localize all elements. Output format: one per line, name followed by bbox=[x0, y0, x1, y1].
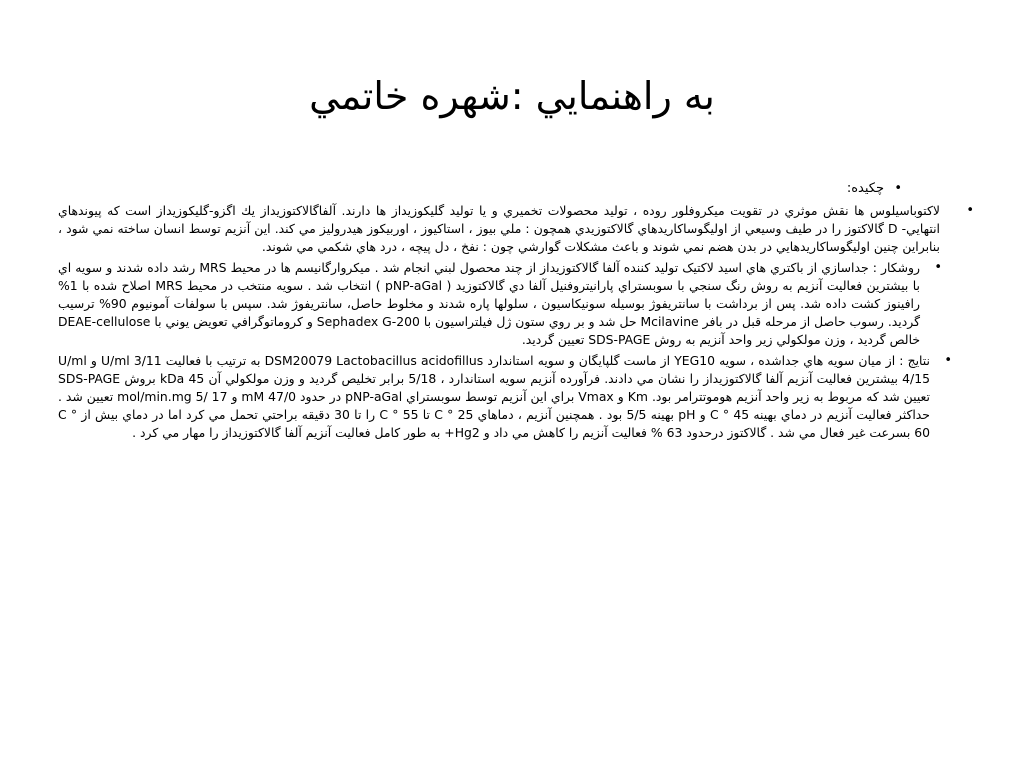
slide-title: به راهنمايي :شهره خاتمي bbox=[309, 74, 715, 118]
abstract-heading bbox=[58, 180, 940, 198]
paragraph-methods bbox=[58, 259, 940, 349]
paragraph-text: روشكار : جداسازي از باكتري هاي اسيد لاكتيک توليد كننده آلفا گالاكتوزيداز از چند محصول لبني انجام شد . ميكروارگانيسم ها در محيط MRS رشد داده شدند و سويه اي با بيشترين فعاليت آنزيم به روش رنگ سنجي با سوبستراي پارانيتروفنيل آلفا دي گالاكتوزيد ( pNP-aGal ) انتخاب شد . سويه منتخب در محيط MRS اصلاح شده با 1% رافينوز كشت داده شد. پس از برداشت با سانتريفوژ بوسيله سونيكاسيون ، سلولها پاره شدند و مخلوط حاصل، سانتريفوژ شد. سپس با سولفات آمونيوم 90% ترسيب گرديد. رسوب حاصل از مرحله قبل در بافر Mcilavine حل شد و بر روي ستون ژل فيلتراسيون با Sephadex G-200 و كروماتوگرافي تعويض يوني با DEAE-cellulose خالص گرديد ، وزن مولكولي زير واحد آنزيم به روش SDS-PAGE تعيين گرديد. bbox=[58, 260, 920, 347]
paragraph-text: لاكتوباسيلوس ها نقش موثري در تقويت ميكروفلور روده ، توليد محصولات تخميري و يا توليد گليكوزيداز ها دارند. آلفاگالاكتوزيداز يك اگزو-گليكوزيداز است كه پيوندهاي انتهايي- D گالاكتوز را در طيف وسيعي از اوليگوساكاريدهاي گالاكتوزيدي همچون : ملي بيوز ، استاكيوز ، اوربيكوز هيدروليز مي كند. اين آنزيم توسط انسان ساخته نمي شود ، بنابراين چنين اوليگوساكاريدهايي در بدن هضم نمي شوند و باعث مشكلات گوارشي چون : نفخ ، دل پيچه ، درد هاي شكمي مي شوند. bbox=[58, 203, 940, 254]
bullet-icon: • bbox=[966, 203, 974, 218]
bullet-icon: • bbox=[934, 260, 942, 275]
bullet-icon: • bbox=[944, 353, 952, 368]
slide-body bbox=[58, 180, 974, 445]
paragraph-text: نتايج : از ميان سويه هاي جداشده ، سويه YEG10 از ماست گلپايگان و سويه استاندارد DSM20079 Lactobacillus acidofillus به ترتيب با فعاليت U/ml 3/11 و U/ml 4/15 بيشترين فعاليت آنزيم آلفا گالاكتوزيداز را نشان مي دادند. فرآورده آنزيم سويه استاندارد ، 5/18 برابر تخليص گرديد و وزن مولكولي آن kDa 45 بروش SDS-PAGE تعيين شد كه مربوط به زير واحد آنزيم هوموتترامر بود. Km و Vmax براي اين آنزيم توسط سوبستراي pNP-aGal در حدود mM 47/0 و mol/min.mg 5/ 17 تعيين شد . حداكثر فعاليت آنزيم در دماي بهينه C ° 45 و pH بهينه 5/5 بود . همچنين آنزيم ، دماهاي C ° 25 تا C ° 55 را تا 30 دقيقه براحتي تحمل مي كرد اما در دماي بيش از C ° 60 بسرعت غير فعال مي شد . گالاكتوز درحدود 63 % فعاليت آنزيم را كاهش مي داد و Hg2+ به طور كامل فعاليت آنزيم آلفا گالاكتوزيداز را مهار مي كرد . bbox=[58, 353, 930, 440]
bullet-icon: • bbox=[894, 181, 902, 196]
paragraph-results bbox=[58, 352, 952, 442]
abstract-label: چكيده: bbox=[846, 181, 884, 196]
paragraph-introduction bbox=[58, 202, 974, 256]
